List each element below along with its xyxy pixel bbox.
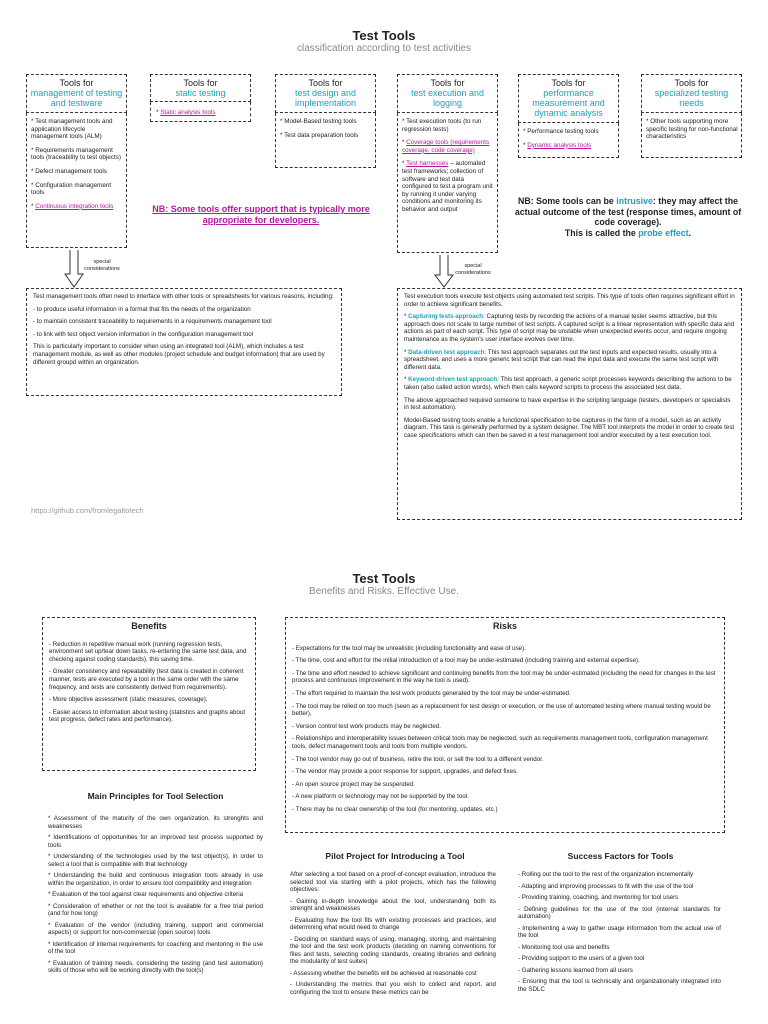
list-item: * Test management tools and application lifecycle management tools (ALM) <box>31 118 113 141</box>
risk-item: - Expectations for the tool may be unrealistic (including functionality and ease of use). <box>292 644 526 652</box>
category-execution <box>397 74 498 113</box>
category-management <box>26 74 127 113</box>
approach-text: : Capturing tests by recording the actions of a manual tester seems attractive, but this approach does not scale to large number of test scripts. A captured script is a linear representation with specific data and actions as part of each script. This type of script may be unstable when unexpected events occur, and require ongoing maintenance as the system's user interface evolves over time. <box>404 313 735 343</box>
risk-item: - The effort required to maintain the test work products generated by the tool may be under-estimated. <box>292 689 571 697</box>
capturing-approach: * Capturing tests approach: Capturing tests by recording the actions of a manual tester seems attractive, but this approach does not scale to large number of test scripts. A captured script is a linear representation with specific data and actions as part of each script. This type of script may be unstable when unexpected events occur, and require ongoing maintenance as the system's user interface evolves over time. <box>404 313 735 343</box>
cat-label: Tools for <box>430 78 465 88</box>
success-item: - Defining guidelines for the use of the tool (internal standards for automation) <box>518 905 721 920</box>
cat-label: Tools for <box>674 78 709 88</box>
cat-label: Tools for <box>183 78 218 88</box>
pilot-title: Pilot Project for Introducing a Tool <box>325 851 465 861</box>
approach-heading: Keyword-driven test approach <box>408 376 498 384</box>
success-item: - Gathering lessons learned from all users <box>518 966 633 974</box>
list-item: * Other tools supporting more specific testing for non-functional characteristics <box>646 118 738 141</box>
category-specialized <box>641 74 742 113</box>
cat-name: test execution and logging <box>410 88 485 108</box>
approach-heading: Data-driven test approach <box>408 348 485 356</box>
risk-item: - The time and effort needed to achieve significant and continuing benefits from the tool may be under-estimated (including the need for changes in the test process and continuous improvement in the way he tool is used). <box>292 669 716 685</box>
keyword-driven-approach: * Keyword-driven test approach: This test approach, a generic script processes keywords describing the actions to be taken (also called action words), which then calls keyword scripts to process the associated test data. <box>404 376 732 391</box>
success-item: - Adapting and improving processes to fit with the use of the tool <box>518 882 694 890</box>
details-paragraph: Model-Based testing tools enable a functional specification to be captures in the form of a model, such as an activity diagram. This task is generally performed by a system designer. The MBT tool interprets the model in order to create test case specifications which can then be saved in a test management tool and/or executed by a test execution tool. <box>404 416 735 439</box>
principle-item: * Evaluation of the vendor (including training, support and commercial aspects) or support for non-commercial (open source) tools <box>48 921 263 936</box>
category-static <box>150 74 251 102</box>
approach-text: : This test approach separates out the test inputs and expected results, usually into a spreadsheet, and uses a more generic test script that can read the input data and execute the same test script with different data. <box>404 348 719 371</box>
list-item: * Test data preparation tools <box>280 131 359 139</box>
github-url[interactable]: https://github.com/fromlegaltotech <box>31 506 144 515</box>
principle-item: * Consideration of whether or not the tool is available for a free trial period (and for how long) <box>48 902 263 917</box>
benefit-item: - Easier access to information about testing (statistics and graphs about test progress, defect rates and performance). <box>49 708 246 724</box>
cat-name: static testing <box>175 88 226 98</box>
risk-item: - The vendor may provide a poor response for support, upgrades, and defect fixes. <box>292 768 518 776</box>
cat-name: specialized testing needs <box>654 88 729 108</box>
pilot-intro: After selecting a tool based on a proof-of-concept evaluation, introduce the selected tool via starting with a pilot projects, which has the following objectives: <box>290 871 496 893</box>
items-static <box>156 109 248 123</box>
risk-item: - Version control test work products may be neglected. <box>292 722 441 730</box>
list-item: * Configuration management tools <box>31 181 112 197</box>
items-performance <box>523 128 615 155</box>
test-execution-details <box>397 288 742 520</box>
risk-item: - The time, cost and effort for the initial introduction of a tool may be under-estimated (including training and external expertise). <box>292 657 640 665</box>
list-item: * Requirements management tools (traceability to test objects) <box>31 146 121 162</box>
risk-item: - The tool may be relied on too much (seen as a replacement for test design or execution, or the use of automated testing where manual testing would be better). <box>292 702 711 718</box>
risk-item: - There may be no clear ownership of the tool (for mentoring, updates, etc.) <box>292 805 498 813</box>
success-title: Success Factors for Tools <box>567 851 674 861</box>
list-item: * Dynamic analysis tools <box>523 141 592 149</box>
cat-label: Tools for <box>551 78 586 88</box>
risk-item: - The tool vendor may go out of business, retire the tool, or sell the tool to a different vendor. <box>292 755 544 763</box>
principle-item: * Understanding the build and continuous integration tools already in use within the organization, in order to ensure tool compatibility and integration <box>48 872 263 887</box>
risks-title: Risks <box>492 621 518 631</box>
benefit-item: - Greater consistency and repeatability (test data is created in coherent manner, tests are executed by a tool in the same order with the same frequency, and tests are consistently derived from requirements). <box>49 668 244 691</box>
nb-developers-note[interactable]: NB: Some tools offer support that is typically more appropriate for developers. <box>152 204 370 225</box>
pilot-item: - Evaluating how the tool fits with existing processes and practices, and determining what would need to change <box>290 916 496 931</box>
list-item: * Defect management tools <box>31 167 107 175</box>
details-paragraph: The above approached required someone to have expertise in the scripting language (testers, developers or specialists in test automation). <box>404 396 731 412</box>
nb-text: . <box>688 227 692 238</box>
details-intro: Test execution tools execute test objects using automated test scripts. This type of tools often requires significant effort in order to achieve significant benefits. <box>404 293 735 308</box>
success-item: - Monitoring tool use and benefits <box>518 943 610 951</box>
principles-list <box>48 815 263 979</box>
items-specialized <box>646 118 738 147</box>
cat-name: performance measurement and dynamic analysis <box>532 88 605 118</box>
pilot-item: - Deciding on standard ways of using, managing, storing, and maintaining the tool and the test work products (deciding on naming conventions for files and tests, selecting coding standards, creating libraries and defining the modularity of test suites) <box>290 935 496 965</box>
cat-label: Tools for <box>308 78 343 88</box>
nb-text: NB: Some tools can be <box>518 196 617 206</box>
success-item: - Rolling out the tool to the rest of the organization incrementally <box>518 871 694 878</box>
continuous-integration-link[interactable]: Continuous integration tools <box>35 202 114 210</box>
list-item: * Performance testing tools <box>523 128 599 135</box>
principles-title: Main Principles for Tool Selection <box>87 791 224 801</box>
special-considerations-label: special considerations <box>455 263 491 276</box>
list-item: * Model-Based testing tools <box>280 118 357 125</box>
principle-item: * Understanding of the technologies used by the test object(s), in order to select a tool that is compatible with that technology <box>48 853 263 868</box>
test-harnesses-desc: – automated test frameworks; collection of software and test data configured to test a program unit by running it under varying conditions and monitoring its behavior and output <box>402 160 493 213</box>
sheet2-subtitle: Benefits and Risks. Effective Use. <box>309 586 459 597</box>
risk-item: - A new platform or technology may not be supported by the tool. <box>292 793 469 801</box>
details-intro: Test management tools often need to interface with other tools or spreadsheets for various reasons, including: <box>33 293 334 300</box>
pilot-item: - Gaining in-depth knowledge about the tool, understanding both its strenght and weaknesses <box>290 897 496 912</box>
list-item: * Test harnesses – automated test frameworks; collection of software and test data configured to test a program unit by running it under varying conditions and monitoring its behavior and output <box>402 160 493 213</box>
success-list <box>518 871 721 997</box>
list-item: * Static analysis tools <box>156 109 216 116</box>
risk-item: - Relationships and interoperability issues between critical tools may be neglected, such as requirements management tools, configuration management tools, defect management tools and tools from multiple vendors. <box>292 735 708 750</box>
nb-text: : they may affect the actual outcome of the test (response times, amount of code coverage). <box>514 196 742 227</box>
principle-item: * Evaluation of the tool against clear requirements and objective criteria <box>48 891 244 898</box>
success-item: - Implementing a way to gather usage information from the actual use of the tool <box>518 924 721 939</box>
principle-item: * Identification of internal requirements for coaching and mentoring in the use of the tool <box>48 940 263 955</box>
nb-probe-word: probe effect <box>638 227 689 238</box>
items-execution <box>402 118 494 220</box>
success-item: - Providing support to the users of a given tool <box>518 955 645 962</box>
approach-text: : This test approach, a generic script processes keywords describing the actions to be taken (also called action words), which then calls keyword scripts to process the associated test data. <box>404 376 732 391</box>
data-driven-approach: * Data-driven test approach: This test approach separates out the test inputs and expected results, usually into a spreadsheet, and uses a more generic test script that can read the input data and execute the same test script with different data. <box>404 348 719 371</box>
risks-box <box>285 617 725 833</box>
cat-name: test design and implementation <box>294 88 357 108</box>
principle-item: * Assessment of the maturity of the own organization, its strenghts and weaknesses <box>48 815 263 830</box>
test-management-details <box>26 288 342 396</box>
nb-intrusive-word: intrusive <box>616 196 653 206</box>
details-line: - to link with test object version information in the configuration management tool <box>33 330 254 338</box>
benefits-box <box>42 617 256 771</box>
coverage-tools-link[interactable]: Coverage tools (requirements coverage, code coverage) <box>402 139 490 154</box>
sheet1-subtitle: classification according to test activities <box>297 43 471 54</box>
cat-name: management of testing and testware <box>30 88 123 108</box>
approach-heading: Capturing tests approach <box>408 313 484 321</box>
risk-item: - An open source project may be suspended. <box>292 780 415 788</box>
benefit-item: - More objective assessment (static measures, coverage). <box>49 696 208 704</box>
cat-label: Tools for <box>59 78 94 88</box>
nb-intrusive-note <box>514 196 742 238</box>
details-outro: This is particularly important to consider when using an integrated tool (ALM), which includes a test management module, as well as other modules (project schedule and budget information) that are used by different groupd within an organization. <box>33 343 325 366</box>
nb-text: This is called the <box>564 227 639 238</box>
success-item: - Ensuring that the tool is technically and organizationally integrated into the SDLC <box>518 978 721 993</box>
items-design <box>280 118 372 145</box>
pilot-item: - Understanding the metrics that you wish to collect and report, and configuring the tool to ensure these metrics can be <box>290 981 496 996</box>
dynamic-analysis-link[interactable]: Dynamic analysis tools <box>527 141 592 149</box>
list-item: * Continuous integration tools <box>31 202 114 210</box>
principle-item: * Evaluation of training needs, considering the testing (and test automation) skills of those who will be working directly with the tool(s) <box>48 959 263 974</box>
sheet2-title: Test Tools <box>352 571 416 586</box>
details-line: - to produce useful information in a format that fits the needs of the organization <box>33 305 251 313</box>
pilot-item: - Assessing whether the benefits will be achieved at reasonable cost <box>290 969 477 977</box>
details-line: - to maintain consistent traceability to requirements in a requirements management tool <box>33 318 272 326</box>
category-design <box>275 74 376 113</box>
special-considerations-label: special considerations <box>84 259 120 272</box>
benefits-title: Benefits <box>131 621 167 631</box>
list-item: * Coverage tools (requirements coverage, code coverage) <box>402 139 490 154</box>
category-performance <box>518 74 619 123</box>
pilot-list <box>290 871 496 1000</box>
static-analysis-link[interactable]: Static analysis tools <box>160 109 216 116</box>
benefit-item: - Reduction in repetitive manual work (running regression tests, environment set up/tear down tasks, re-entering the same test data, and checking against coding standards), this saving time. <box>49 640 247 663</box>
items-management <box>31 118 123 216</box>
principle-item: * Identifications of opportunities for an improved test process supported by tools <box>48 834 263 849</box>
success-item: - Providing training, coaching, and mentoring for tool users <box>518 894 679 901</box>
list-item: * Test execution tools (to run regression tests) <box>402 118 482 133</box>
test-harnesses-link[interactable]: Test harnesses <box>406 160 449 168</box>
sheet1-title: Test Tools <box>352 28 416 43</box>
